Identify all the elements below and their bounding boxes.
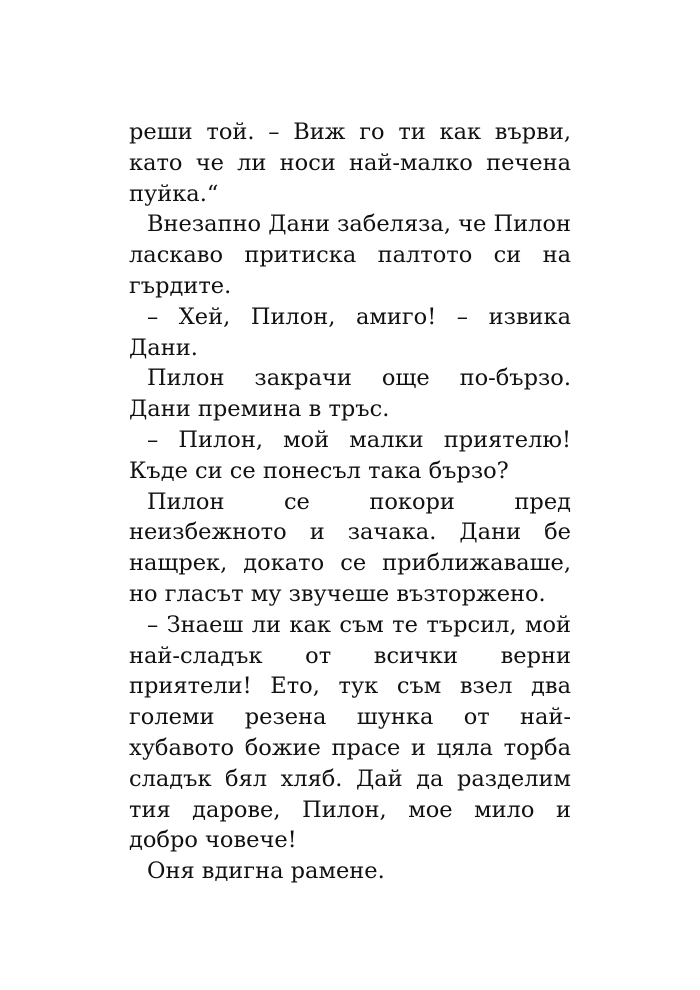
text-line: Оня вдигна рамене.	[147, 858, 385, 885]
paragraph	[129, 487, 571, 610]
text-line: – Хей, Пилон, амиго! – извика	[147, 303, 571, 330]
text-line: най-сладък от всички верни	[129, 642, 571, 669]
text-line: Пилон закрачи още по-бързо.	[147, 365, 571, 392]
paragraph	[129, 209, 571, 301]
text-line: ласкаво притиска палтото си на	[129, 242, 571, 269]
text-line: хубавото божие прасе и цяла торба	[129, 734, 571, 761]
text-line: Пилон се покори пред	[147, 488, 571, 515]
text-line: добро човече!	[129, 827, 297, 854]
text-line: големи резена шунка от най-	[129, 704, 571, 731]
text-line: гърдите.	[129, 272, 232, 299]
text-line: Къде си се понесъл така бързо?	[129, 457, 509, 484]
paragraph	[129, 117, 571, 209]
text-line: неизбежното и зачака. Дани бе	[129, 519, 571, 546]
paragraph	[129, 302, 571, 364]
book-page-text	[129, 117, 571, 887]
text-line: но гласът му звучеше възторжено.	[129, 580, 546, 607]
text-line: тия дарове, Пилон, мое мило и	[129, 796, 571, 823]
text-line: като че ли носи най-малко печена	[129, 149, 571, 176]
text-line: Внезапно Дани забеляза, че Пилон	[147, 211, 571, 238]
text-line: – Знаеш ли как съм те търсил, мой	[147, 611, 571, 638]
paragraph	[129, 425, 571, 487]
text-line: приятели! Ето, тук съм взел два	[129, 673, 571, 700]
paragraph	[129, 610, 571, 856]
text-line: Дани премина в тръс.	[129, 396, 390, 423]
paragraph	[129, 363, 571, 425]
text-line: Дани.	[129, 334, 198, 361]
text-line: реши той. – Виж го ти как върви,	[129, 119, 571, 145]
text-line: пуйка.“	[129, 180, 219, 207]
paragraph	[129, 856, 571, 887]
text-line: – Пилон, мой малки приятелю!	[147, 426, 571, 453]
text-line: нащрек, докато се приближаваше,	[129, 550, 571, 577]
text-line: сладък бял хляб. Дай да разделим	[129, 765, 571, 792]
